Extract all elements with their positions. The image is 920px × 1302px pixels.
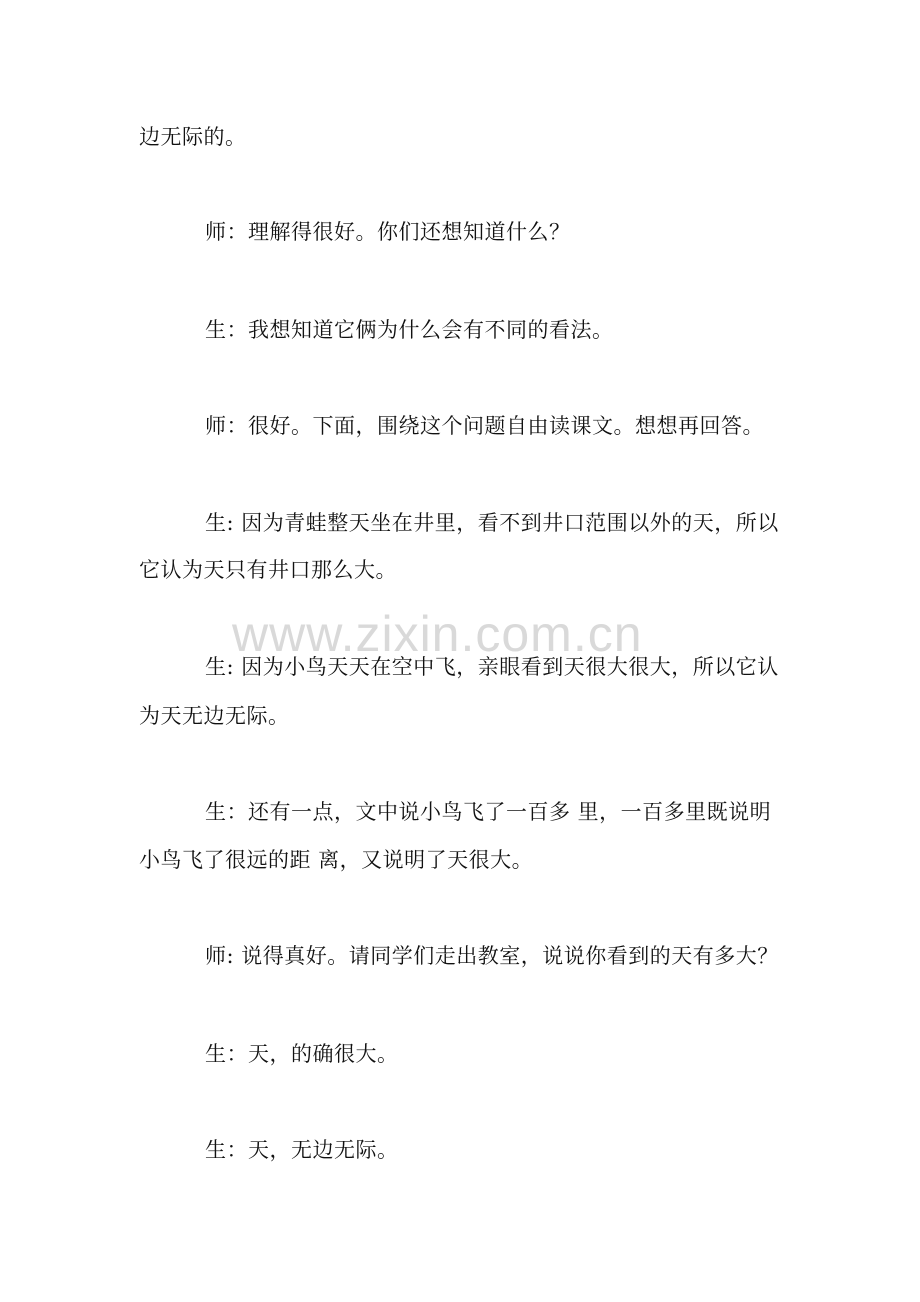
paragraph-line: 师: 说得真好。请同学们走出教室，说说你看到的天有多大？ bbox=[205, 944, 779, 968]
paragraph-line: 生：天，的确很大。 bbox=[205, 1042, 399, 1066]
paragraph-line: 生: 因为青蛙整天坐在井里，看不到井口范围以外的天，所以 bbox=[205, 511, 779, 535]
paragraph-line: 师：很好。下面，围绕这个问题自由读课文。想想再回答。 bbox=[205, 414, 764, 438]
paragraph-line: 生：我想知道它俩为什么会有不同的看法。 bbox=[205, 318, 614, 342]
paragraph-line: 小鸟飞了很远的距 离，又说明了天很大。 bbox=[139, 848, 534, 872]
paragraph-line: 生：还有一点，文中说小鸟飞了一百多 里，一百多里既说明 bbox=[205, 800, 772, 824]
paragraph-line: 生: 因为小鸟天天在空中飞，亲眼看到天很大很大，所以它认 bbox=[205, 655, 779, 679]
paragraph-line: 师：理解得很好。你们还想知道什么？ bbox=[205, 220, 571, 244]
paragraph-line: 边无际的。 bbox=[139, 125, 247, 149]
watermark-text: www.zixin.com.cn bbox=[232, 606, 643, 662]
paragraph-line: 生：天，无边无际。 bbox=[205, 1138, 399, 1162]
paragraph-line: 为天无边无际。 bbox=[139, 704, 290, 728]
paragraph-line: 它认为天只有井口那么大。 bbox=[139, 558, 397, 582]
